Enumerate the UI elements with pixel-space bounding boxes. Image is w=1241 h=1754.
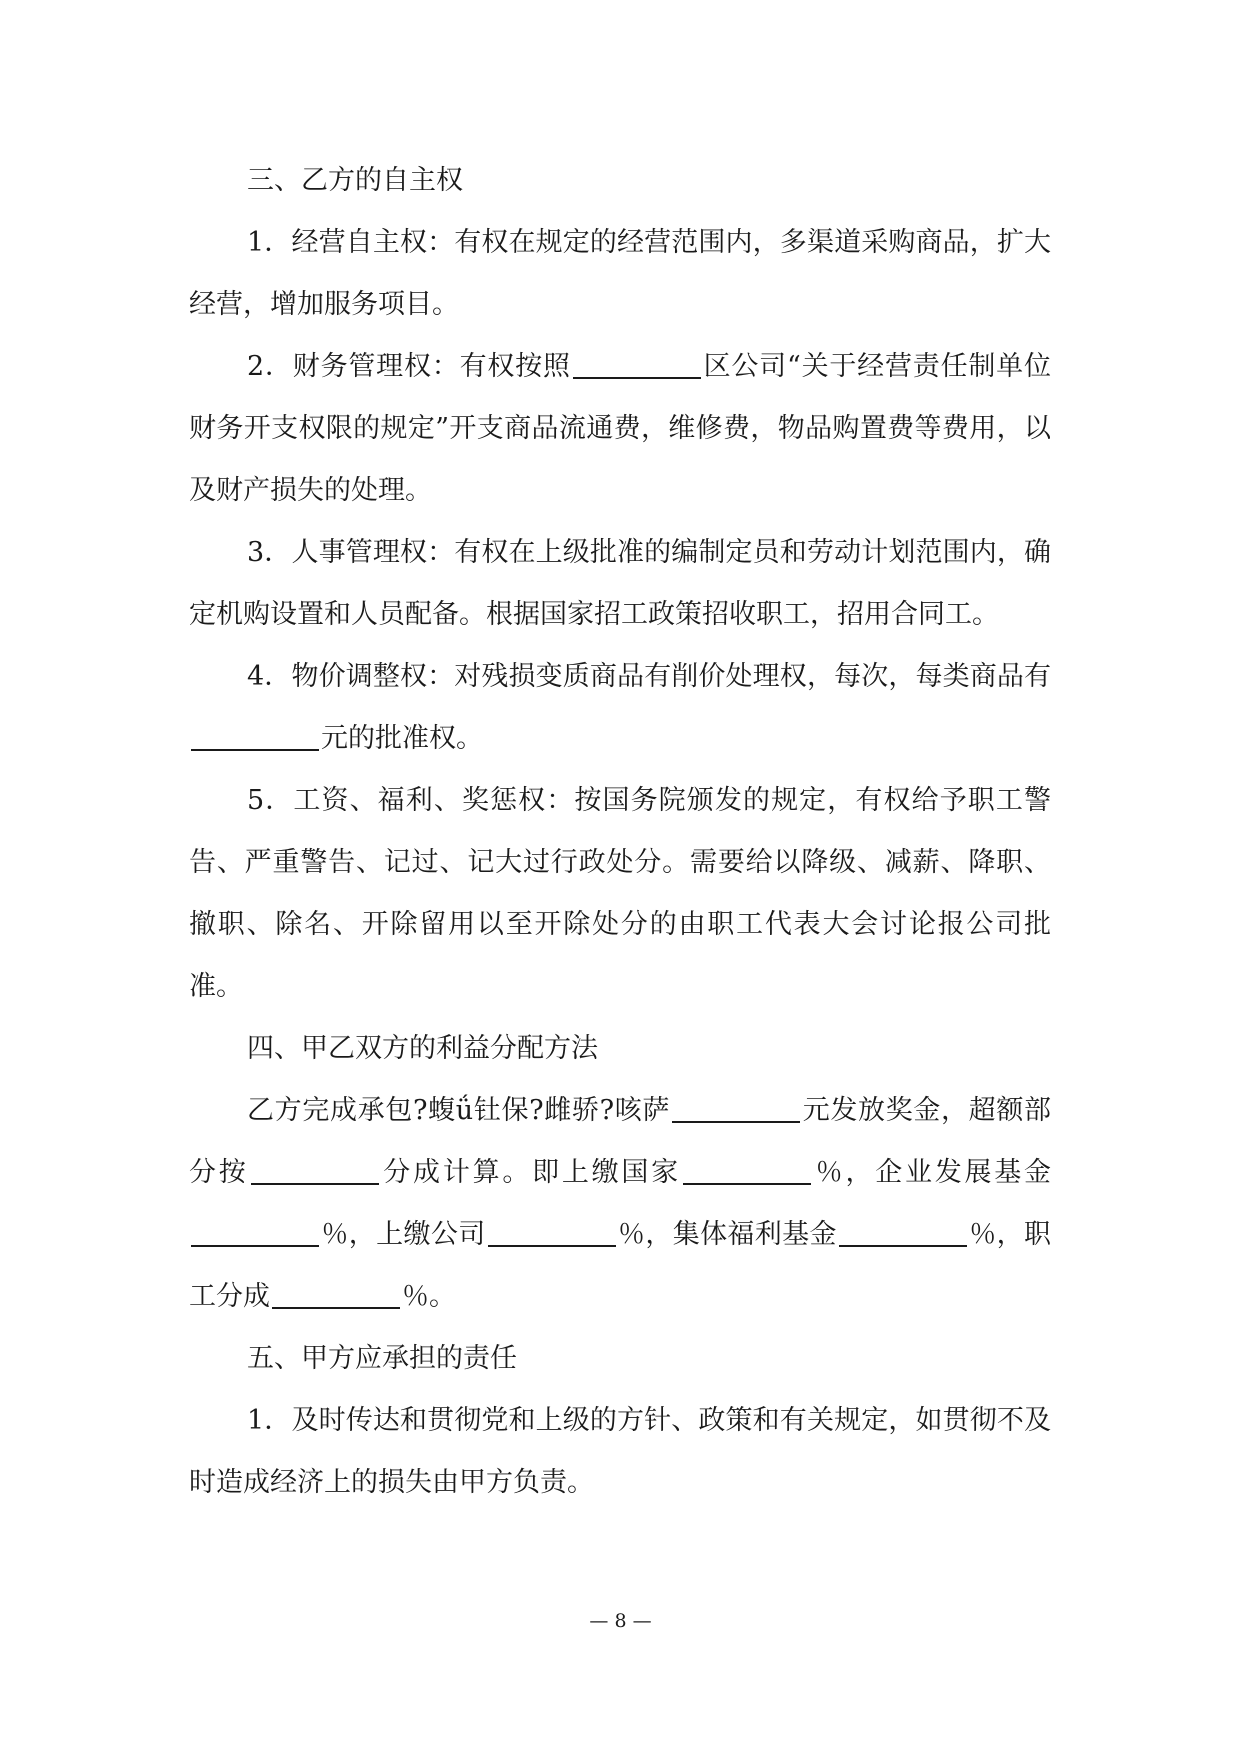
paragraph-text: 分成计算。即上缴国家 bbox=[380, 1157, 681, 1188]
fill-in-blank[interactable] bbox=[683, 1153, 811, 1185]
paragraph-text: ％，上缴公司 bbox=[321, 1219, 486, 1250]
paragraph-text: 元的批准权。 bbox=[321, 723, 483, 754]
section-heading-party-a-duties bbox=[189, 1328, 1051, 1390]
paragraph-text: ％，职工分成 bbox=[189, 1219, 1052, 1312]
clause-policy-communication bbox=[189, 1390, 1051, 1514]
paragraph-text: 四、甲乙双方的利益分配方法 bbox=[247, 1033, 598, 1064]
paragraph-text: ％，企业发展基金 bbox=[812, 1157, 1052, 1188]
fill-in-blank[interactable] bbox=[839, 1215, 967, 1247]
fill-in-blank[interactable] bbox=[272, 1277, 400, 1309]
fill-in-blank[interactable] bbox=[672, 1091, 800, 1123]
paragraph-text: 五、甲方应承担的责任 bbox=[247, 1343, 517, 1374]
paragraph-text: 乙方完成承包?蝮ǘ钍保?雌骄?咳萨 bbox=[247, 1095, 671, 1126]
page-number: — 8 — bbox=[589, 1610, 652, 1632]
paragraph-text: 区公司“关于经营责任制单位财务开支权限的规定”开支商品流通费，维修费，物品购置费等费用，以及财产损失的处理。 bbox=[189, 351, 1051, 506]
clause-personnel-management bbox=[189, 522, 1051, 646]
paragraph-text: 4．物价调整权：对残损变质商品有削价处理权，每次，每类商品有 bbox=[247, 661, 1051, 692]
clause-financial-management bbox=[189, 336, 1051, 522]
clause-profit-distribution bbox=[189, 1080, 1051, 1328]
fill-in-blank[interactable] bbox=[573, 347, 701, 379]
paragraph-text: 5．工资、福利、奖惩权：按国务院颁发的规定，有权给予职工警告、严重警告、记过、记大过行政处分。需要给以降级、减薪、降职、撤职、除名、开除留用以至开除处分的由职工代表大会讨论报公司批准。 bbox=[189, 785, 1051, 1002]
paragraph-text: 元发放奖金，超额部分按 bbox=[189, 1095, 1051, 1188]
paragraph-text: 3．人事管理权：有权在上级批准的编制定员和劳动计划范围内，确定机购设置和人员配备。根据国家招工政策招收职工，招用合同工。 bbox=[189, 537, 1051, 630]
paragraph-text: 三、乙方的自主权 bbox=[247, 165, 463, 196]
clause-operating-autonomy bbox=[189, 212, 1051, 336]
paragraph-text: ％，集体福利基金 bbox=[617, 1219, 837, 1250]
document-body bbox=[189, 150, 1051, 1514]
fill-in-blank[interactable] bbox=[191, 719, 319, 751]
section-heading-autonomy bbox=[189, 150, 1051, 212]
section-heading-profit-distribution bbox=[189, 1018, 1051, 1080]
clause-price-adjustment bbox=[189, 646, 1051, 770]
paragraph-text: ％。 bbox=[402, 1281, 456, 1312]
fill-in-blank[interactable] bbox=[251, 1153, 379, 1185]
fill-in-blank[interactable] bbox=[488, 1215, 616, 1247]
clause-wages-welfare bbox=[189, 770, 1051, 1018]
paragraph-text: 2．财务管理权：有权按照 bbox=[247, 351, 571, 382]
paragraph-text: 1．经营自主权：有权在规定的经营范围内，多渠道采购商品，扩大经营，增加服务项目。 bbox=[189, 227, 1051, 320]
fill-in-blank[interactable] bbox=[191, 1215, 319, 1247]
paragraph-text: 1．及时传达和贯彻党和上级的方针、政策和有关规定，如贯彻不及时造成经济上的损失由甲方负责。 bbox=[189, 1405, 1051, 1498]
